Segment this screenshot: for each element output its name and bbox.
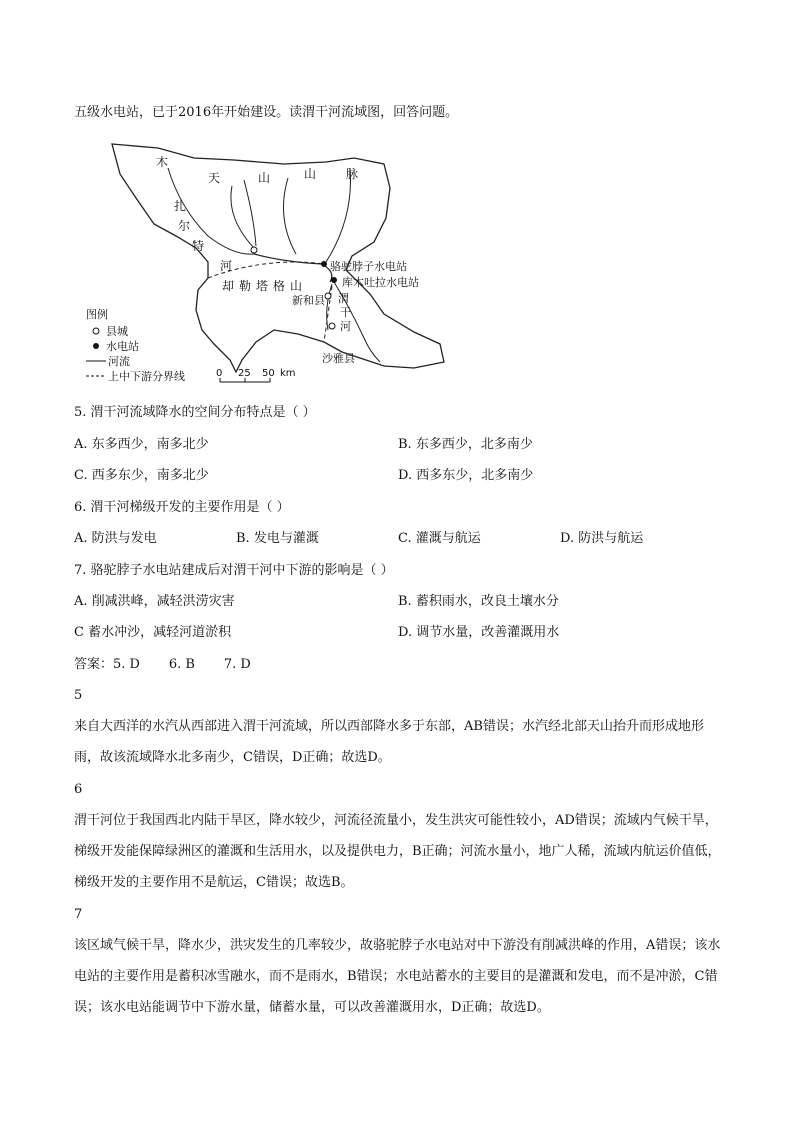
label-shan1: 山 xyxy=(258,171,271,185)
label-weihe: 河 xyxy=(340,320,351,333)
q6-option-c: C. 灌溉与航运 xyxy=(398,531,481,546)
q7-option-a: A. 削减洪峰，减轻洪涝灾害 xyxy=(74,594,235,609)
luotuo-station-marker xyxy=(321,261,327,267)
label-shaya: 沙雅县 xyxy=(322,352,355,365)
question-7-stem: 7. 骆驼脖子水电站建成后对渭干河中下游的影响是（ ） xyxy=(74,563,394,578)
question-6-stem: 6. 渭干河梯级开发的主要作用是（ ） xyxy=(74,500,290,515)
scale-50: 50 xyxy=(262,368,275,379)
muzhate-county-marker xyxy=(251,247,257,253)
scale-unit: km xyxy=(280,368,296,379)
basin-outline xyxy=(112,144,444,372)
explanation-6-text: 渭干河位于我国西北内陆干旱区，降水较少，河流径流量小，发生洪灾可能性较小，AD错误；流域内气候干旱，梯级开发能保障绿洲区的灌溉和生活用水，以及提供电力，B正确；河流水量小，地广人稀，流域内航运价值低，梯级开发的主要作用不是航运，C错误；故选B。 xyxy=(74,813,721,890)
kumu-station-marker xyxy=(331,277,337,283)
legend-station-icon xyxy=(93,343,99,349)
legend-county-icon xyxy=(93,328,99,334)
q7-option-d: D. 调节水量，改善灌溉用水 xyxy=(398,625,560,640)
river-north-3 xyxy=(284,178,297,254)
label-he: 河 xyxy=(220,259,233,273)
label-te: 特 xyxy=(192,239,205,253)
shaya-county-marker xyxy=(329,323,335,329)
scale-25: 25 xyxy=(238,368,251,379)
legend-county: 县城 xyxy=(106,325,128,338)
river-north-2 xyxy=(244,180,256,246)
label-luotuo: 骆驼脖子水电站 xyxy=(330,260,407,273)
q5-option-c: C. 西多东少，南多北少 xyxy=(74,468,209,483)
label-zha: 扎 xyxy=(174,199,187,213)
river-north-4 xyxy=(326,168,351,262)
xinhe-county-marker xyxy=(325,293,331,299)
scale-0: 0 xyxy=(216,368,223,379)
legend-boundary: 上中下游分界线 xyxy=(108,370,185,383)
intro-text: 五级水电站，已于2016年开始建设。读渭干河流域图，回答问题。 xyxy=(74,105,459,120)
label-kumu: 库木吐拉水电站 xyxy=(342,276,419,289)
q6-option-d: D. 防洪与航运 xyxy=(560,531,644,546)
legend-river: 河流 xyxy=(108,355,130,368)
label-gan: 干 xyxy=(340,306,351,319)
explanation-5-number: 5 xyxy=(74,688,83,703)
explanation-6-number: 6 xyxy=(74,782,83,797)
label-mu: 木 xyxy=(156,155,169,169)
answer-line: 答案：5. D 6. B 7. D xyxy=(74,657,251,672)
label-er: 尔 xyxy=(178,219,191,233)
label-tian: 天 xyxy=(208,171,221,185)
explanation-7-text: 该区域气候干旱，降水少，洪灾发生的几率较少，故骆驼脖子水电站对中下游没有削减洪峰的作用，A错误；该水电站的主要作用是蓄积冰雪融水，而不是雨水，B错误；水电站蓄水的主要目的是灌溉和发电，而不是冲淤，C错误；该水电站能调节中下游水量，储蓄水量，可以改善灌溉用水，D正确；故选D。 xyxy=(74,938,721,1015)
q7-option-c: C 蓄水冲沙，减轻河道淤积 xyxy=(74,625,232,640)
legend-title: 图例 xyxy=(86,308,108,321)
explanation-5-text: 来自大西洋的水汽从西部进入渭干河流域，所以西部降水多于东部，AB错误；水汽经北部天山抬升而形成地形雨，故该流域降水北多南少，C错误，D正确；故选D。 xyxy=(74,719,704,765)
q7-option-b: B. 蓄积雨水，改良土壤水分 xyxy=(398,594,559,609)
q5-option-b: B. 东多西少，北多南少 xyxy=(398,437,533,452)
label-xinhe: 新和县 xyxy=(292,294,325,307)
legend-station: 水电站 xyxy=(106,340,139,353)
label-wei: 渭 xyxy=(338,292,349,305)
question-5-stem: 5. 渭干河流域降水的空间分布特点是（ ） xyxy=(74,405,316,420)
river-main xyxy=(254,254,332,282)
q5-option-d: D. 西多东少，北多南少 xyxy=(398,468,534,483)
q5-option-a: A. 东多西少，南多北少 xyxy=(74,437,209,452)
explanation-7-number: 7 xyxy=(74,907,83,922)
weigan-river-basin-map xyxy=(84,138,464,388)
label-mai: 脉 xyxy=(346,167,359,181)
label-shan2: 山 xyxy=(304,167,317,181)
river-north-1 xyxy=(231,186,254,248)
q6-option-b: B. 发电与灌溉 xyxy=(236,531,319,546)
q6-option-a: A. 防洪与发电 xyxy=(74,531,157,546)
label-queletage: 却勒塔格山 xyxy=(222,279,308,293)
